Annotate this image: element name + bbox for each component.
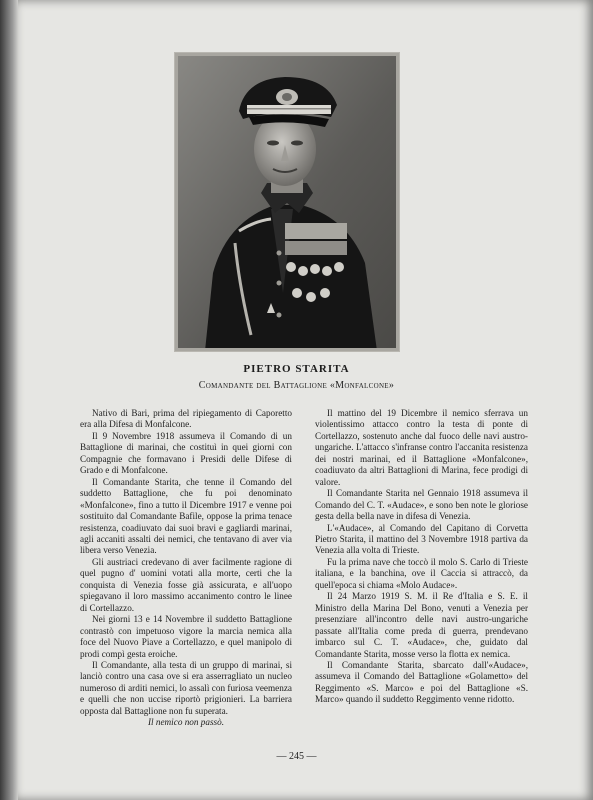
- portrait-caption-name: PIETRO STARITA: [243, 363, 350, 375]
- page-number: — 245 —: [276, 751, 317, 762]
- paragraph: Il mattino del 19 Dicembre il nemico sferrava un violentissimo attacco contro la testa di ponte di Cortellazzo, sostenuto anche dal fuoco delle navi austro-ungariche. L'attacco s'infranse contro l'accanita resistenza dei nostri marinai, ed il Battaglione «Monfalcone», coadiuvato da altri Battaglioni di Marina, fece prodigi di valore.: [315, 408, 528, 487]
- portrait-icon: [175, 53, 399, 351]
- portrait-caption-role: Comandante del Battaglione «Monfalcone»: [198, 380, 395, 391]
- text-column-left: [80, 408, 292, 729]
- paragraph: Il Comandante Starita, che tenne il Comando del suddetto Battaglione, che fu poi denominato «Monfalcone», fino a tutto il Dicembre 1917 e venne poi sostituito dal Comandante Bafile, oppose la prima tenace resistenza, coadiuvato dai suoi bravi e gagliardi marinai, agli accaniti assalti dei nemici, che tentavano di aver via libera verso Venezia.: [80, 476, 292, 556]
- paragraph: Il 24 Marzo 1919 S. M. il Re d'Italia e S. E. il Ministro della Marina Del Bono, venuti a Venezia per presenziare all'incontro delle navi austro-ungariche passate all'Italia come preda di guerra, prendevano imbarco sul C. T. «Audace», che, guidato dal Comandante Starita, mosse verso la flotta ex nemica.: [315, 591, 528, 659]
- paragraph: L'«Audace», al Comando del Capitano di Corvetta Pietro Starita, il mattino del 3 Novembre 1918 partiva da Venezia alla volta di Trieste.: [315, 522, 528, 556]
- paragraph: Il 9 Novembre 1918 assumeva il Comando di un Battaglione di marinai, che costituì in quei giorni con Compagnie che formavano i Presidi delle Difese di Grado e di Monfalcone.: [80, 430, 292, 476]
- paragraph: Nei giorni 13 e 14 Novembre il suddetto Battaglione contrastò con impetuoso vigore la marcia nemica alla foce del Nuovo Piave a Cortellazzo, e quel manipolo di prodi compì gesta eroiche.: [80, 614, 292, 659]
- officer-portrait-photo: [174, 52, 400, 352]
- text-column-right: [315, 408, 528, 706]
- paragraph: Gli austriaci credevano di aver facilmente ragione di quel pugno d' uomini votati alla morte, certi che la conquista di Venezia fosse già assicurata, e all'uopo spiegavano il loro massimo accanimento contro le linee di Cortellazzo.: [80, 556, 292, 613]
- paragraph: Il Comandante Starita nel Gennaio 1918 assumeva il Comando del C. T. «Audace», e sono ben note le gloriose gesta della bella nave in difesa di Venezia.: [315, 488, 528, 522]
- paragraph: Il Comandante, alla testa di un gruppo di marinai, si lanciò contro una casa ove si era asserragliato un nucleo numeroso di arditi nemici, lo assalì con furiosa veemenza e quelli che non uccise riportò prigionieri. La barriera opposta dal Battaglione non fu superata.: [80, 659, 292, 716]
- closing-italic-line: Il nemico non passò.: [147, 717, 225, 728]
- paragraph: Il Comandante Starita, sbarcato dall'«Audace», assumeva il Comando del Battaglione «Golametto» del Reggimento «S. Marco» e poi del Battaglione «S. Marco» quando il suddetto Reggimento venne ridotto.: [315, 659, 528, 705]
- book-spine-edge: [0, 0, 18, 800]
- paragraph: Nativo di Bari, prima del ripiegamento di Caporetto era alla Difesa di Monfalcone.: [80, 408, 292, 430]
- paragraph: Fu la prima nave che toccò il molo S. Carlo di Trieste italiana, e la banchina, ove il Caccia si attraccò, da quell'epoca si chiama «Molo Audace».: [315, 556, 528, 590]
